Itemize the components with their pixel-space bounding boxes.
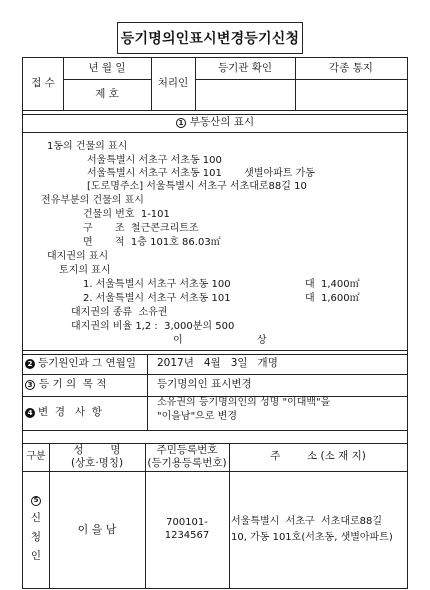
reception-number-label: 제 호 [95,87,119,100]
form-title [117,22,303,54]
section-number-badge: 1 [176,118,186,128]
header-name-line2: (상호·명칭) [70,457,124,469]
property-line: 건물의 번호 1-101 [83,209,170,220]
purpose-value: 등기명의인 표시변경 [157,378,252,391]
property-section-title: 부동산의 표시 [189,116,255,129]
header-division: 구분 [26,450,46,462]
purpose-label [23,374,149,396]
property-line: 면 적 1층 101호 86.03㎡ [83,237,221,248]
notices-field[interactable] [295,79,407,110]
change-value-line2: "이을남"으로 변경 [157,411,237,422]
header-name-line1: 성 명 [73,443,121,456]
property-section-header [23,114,407,132]
divider [23,132,407,133]
property-line: 서울특별시 서초구 서초동 100 [87,155,222,166]
reception-date-label: 년 월 일 [88,61,126,74]
applicant-address-line1: 서울특별시 서초구 서초대로88길 [231,515,383,527]
applicant-label-char: 인 [30,550,42,563]
property-line: 대지권의 비율 1,2 : 3,000분의 500 [71,321,235,332]
property-line: 서울특별시 서초구 서초동 101 샛별아파트 가동 [87,168,315,179]
applicant-id-number: 700101-1234567 [164,517,210,541]
section-number-badge: 4 [25,408,35,418]
header-id [145,443,229,471]
application-form [22,57,408,589]
applicant-address [229,471,409,588]
header-name [49,443,145,471]
property-footer-right: 상 [257,335,267,346]
property-line: 2. 서울특별시 서초구 서초동 101 [83,293,231,304]
property-line: 1동의 건물의 표시 [47,141,128,152]
change-label [23,396,149,430]
form-title-text: 등기명의인표시변경등기신청 [120,31,300,47]
purpose-label-text: 등 기 의 목 적 [39,378,107,391]
registrar-check-label: 등기관 확인 [217,61,273,74]
land-area-1: 대 1,400㎡ [305,279,360,290]
property-footer-left: 이 [173,335,183,346]
registrar-check-field[interactable] [195,79,295,110]
property-line: 전유부분의 건물의 표시 [41,195,144,206]
applicant-label-char: 청 [30,530,42,543]
header-id-line2: (등기용등록번호) [147,457,227,469]
land-area-2: 대 1,600㎡ [305,293,360,304]
section-number-badge: 2 [25,359,35,369]
header-id-line1: 주민등록번호 [156,443,218,456]
applicant-label [23,471,49,588]
property-line: 대지권의 표시 [47,251,109,262]
change-value-line1: 소유권의 등기명의인의 성명 "이대백"을 [157,397,331,408]
section-number-badge: 3 [25,380,35,390]
property-line: 구 조 철근콘크리트조 [83,223,199,234]
applicant-label-char: 신 [30,511,42,524]
property-line: 1. 서울특별시 서초구 서초동 100 [83,279,231,290]
divider [23,350,407,351]
property-line: [도로명주소] 서울특별시 서초구 서초대로88길 10 [87,181,307,192]
applicant-address-line2: 10, 가동 101호(서초동, 샛별아파트) [231,531,393,543]
header-address: 주 소 (소 재 지) [270,450,366,463]
applicant-name: 이 을 남 [77,522,117,536]
section-number-badge: 5 [31,496,41,506]
notices-label: 각종 통지 [329,61,373,74]
divider [23,430,407,431]
reception-label: 접 수 [31,77,55,90]
cause-value: 2017년 4월 3일 개명 [157,357,278,370]
cause-label-text: 등기원인과 그 연월일 [38,357,136,370]
divider [23,110,407,111]
cause-label [23,354,149,374]
property-line: 대지권의 종류 소유권 [71,307,168,318]
property-line: 토지의 표시 [59,265,111,276]
change-label-text: 변 경 사 항 [38,406,102,419]
processor-label: 처리인 [157,77,189,90]
